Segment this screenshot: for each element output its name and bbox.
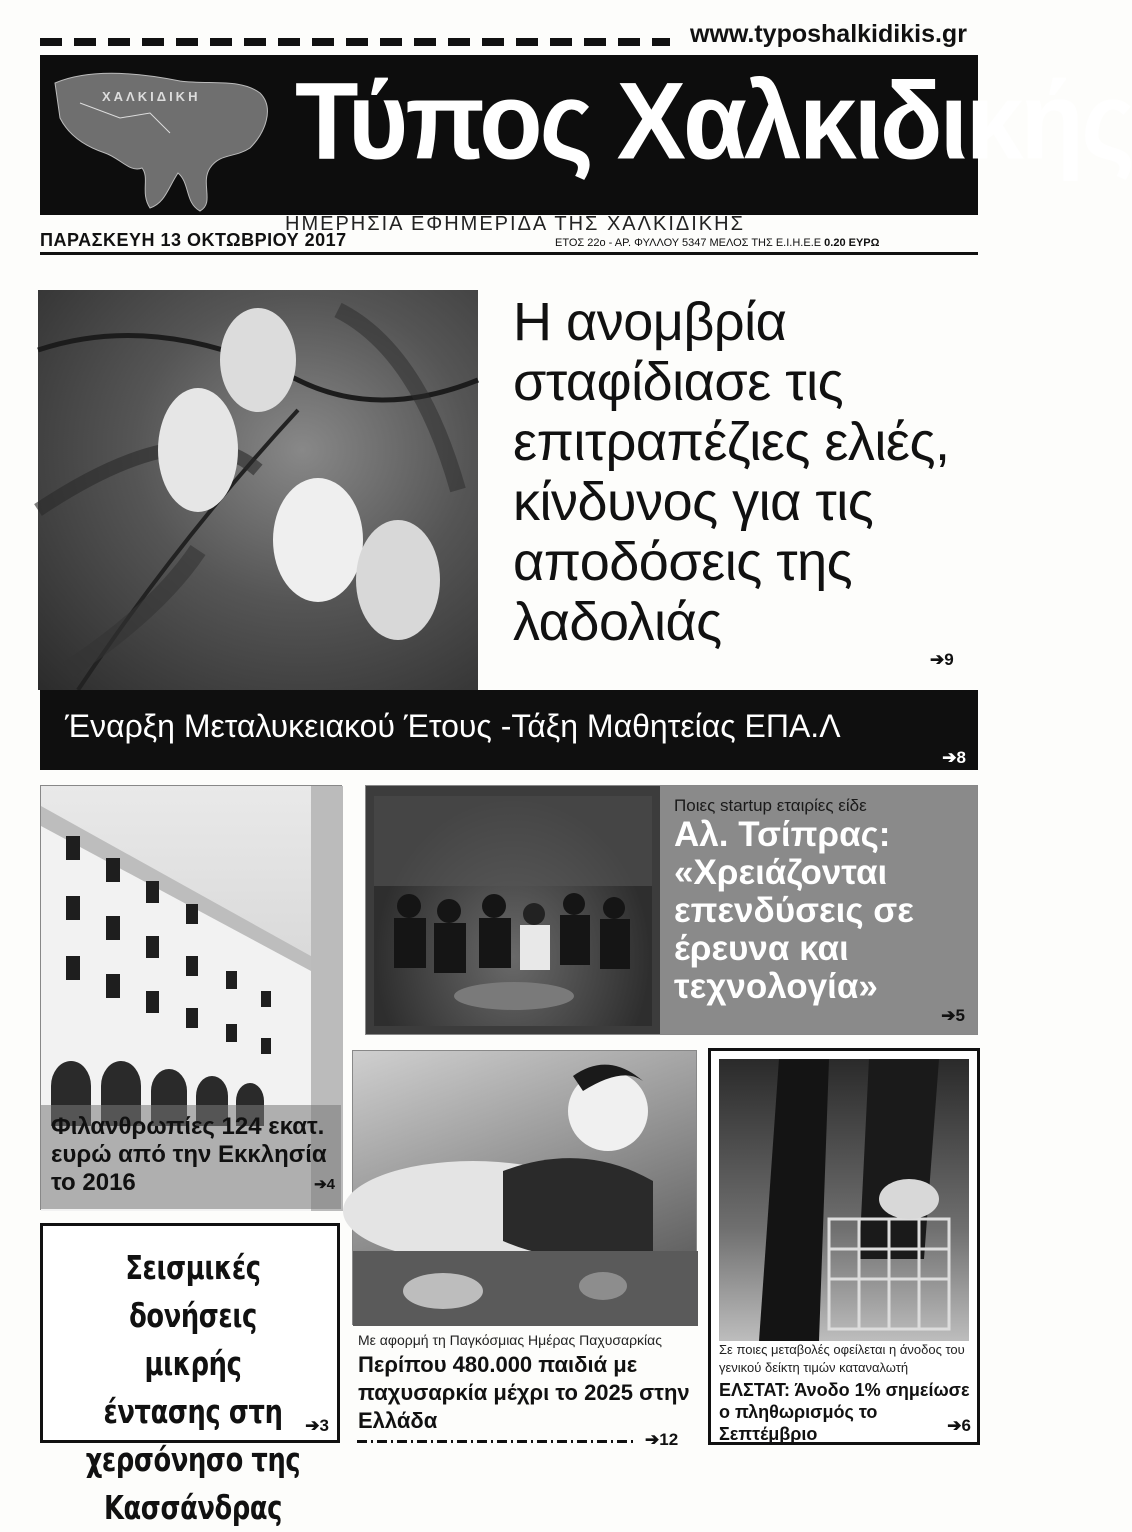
- earthquake-page-ref: ➔3: [305, 1416, 329, 1435]
- obesity-page-ref: ➔12: [645, 1430, 679, 1449]
- obesity-kicker: Με αφορμή τη Παγκόσμιας Ημέρας Παχυσαρκίας: [358, 1332, 663, 1348]
- tsipras-kicker: Ποιες startup εταιρίες είδε: [674, 796, 867, 815]
- tsipras-page-ref: ➔5: [941, 1006, 965, 1025]
- lead-page-ref: ➔9: [930, 650, 954, 669]
- issue-info: [555, 237, 879, 249]
- child-photo: [352, 1050, 697, 1325]
- obesity-story[interactable]: [358, 1332, 698, 1435]
- masthead: [40, 55, 1132, 215]
- shopping-cart-photo: [719, 1059, 969, 1341]
- map-label: ΧΑΛΚΙΔΙΚΗ: [102, 89, 201, 104]
- newspaper-subtitle: ΗΜΕΡΗΣΙΑ ΕΦΗΜΕΡΙΔΑ ΤΗΣ ΧΑΛΚΙΔΙΚΗΣ: [285, 213, 745, 235]
- church-story[interactable]: [40, 785, 342, 1210]
- obesity-headline: Περίπου 480.000 παιδιά με παχυσαρκία μέχρι το 2025 στην Ελλάδα: [358, 1352, 690, 1433]
- church-page-ref: ➔4: [314, 1176, 335, 1193]
- halkidiki-map-icon: [50, 63, 280, 213]
- banner[interactable]: [40, 690, 978, 770]
- tsipras-headline: Αλ. Τσίπρας: «Χρειάζονται επενδύσεις σε έρευνα και τεχνολογία»: [674, 815, 914, 1006]
- elstat-story[interactable]: [708, 1048, 980, 1445]
- issue-number: ΕΤΟΣ 22ο - ΑΡ. ΦΥΛΛΟΥ 5347 ΜΕΛΟΣ ΤΗΣ Ε.Ι.Η.Ε.Ε: [555, 237, 822, 249]
- elstat-headline: ΕΛΣΤΑΤ: Άνοδο 1% σημείωσε ο πληθωρισμός το Σεπτέμβριο: [719, 1380, 970, 1444]
- olive-tree-photo: [38, 290, 478, 690]
- obesity-dashed-rule: [357, 1440, 637, 1443]
- earthquake-headline: Σεισμικές δονήσεις μικρής έντασης στη χερσόνησο της Κασσάνδρας: [85, 1248, 301, 1527]
- header-rule: [40, 252, 978, 255]
- elstat-page-ref: ➔6: [947, 1416, 971, 1435]
- banner-headline: Έναρξη Μεταλυκειακού Έτους -Τάξη Μαθητείας ΕΠΑ.Λ: [65, 708, 841, 744]
- church-headline: Φιλανθρωπίες 124 εκατ. ευρώ από την Εκκλησία το 2016: [51, 1113, 327, 1196]
- elstat-kicker: Σε ποιες μεταβολές οφείλεται η άνοδος του γενικού δείκτη τιμών καταναλωτή: [719, 1342, 965, 1375]
- issue-date: ΠΑΡΑΣΚΕΥΗ 13 ΟΚΤΩΒΡΙΟΥ 2017: [40, 230, 347, 250]
- church-caption: [41, 1105, 341, 1209]
- tsipras-meeting-photo: [374, 796, 652, 1026]
- tsipras-story[interactable]: [365, 785, 978, 1035]
- issue-price: 0.20 ΕΥΡΩ: [824, 237, 880, 249]
- elstat-text-block: [719, 1341, 974, 1445]
- website-url[interactable]: www.typoshalkidikis.gr: [690, 20, 967, 48]
- banner-page-ref: ➔8: [942, 748, 966, 767]
- header-dashed-rule: [40, 38, 670, 46]
- newspaper-title: Τύπος Χαλκιδικής: [295, 60, 1132, 183]
- lead-headline[interactable]: Η ανομβρία σταφίδιασε τις επιτραπέζιες ελιές, κίνδυνος για τις αποδόσεις της λαδολιάς: [513, 292, 950, 652]
- earthquake-story[interactable]: [40, 1223, 340, 1527]
